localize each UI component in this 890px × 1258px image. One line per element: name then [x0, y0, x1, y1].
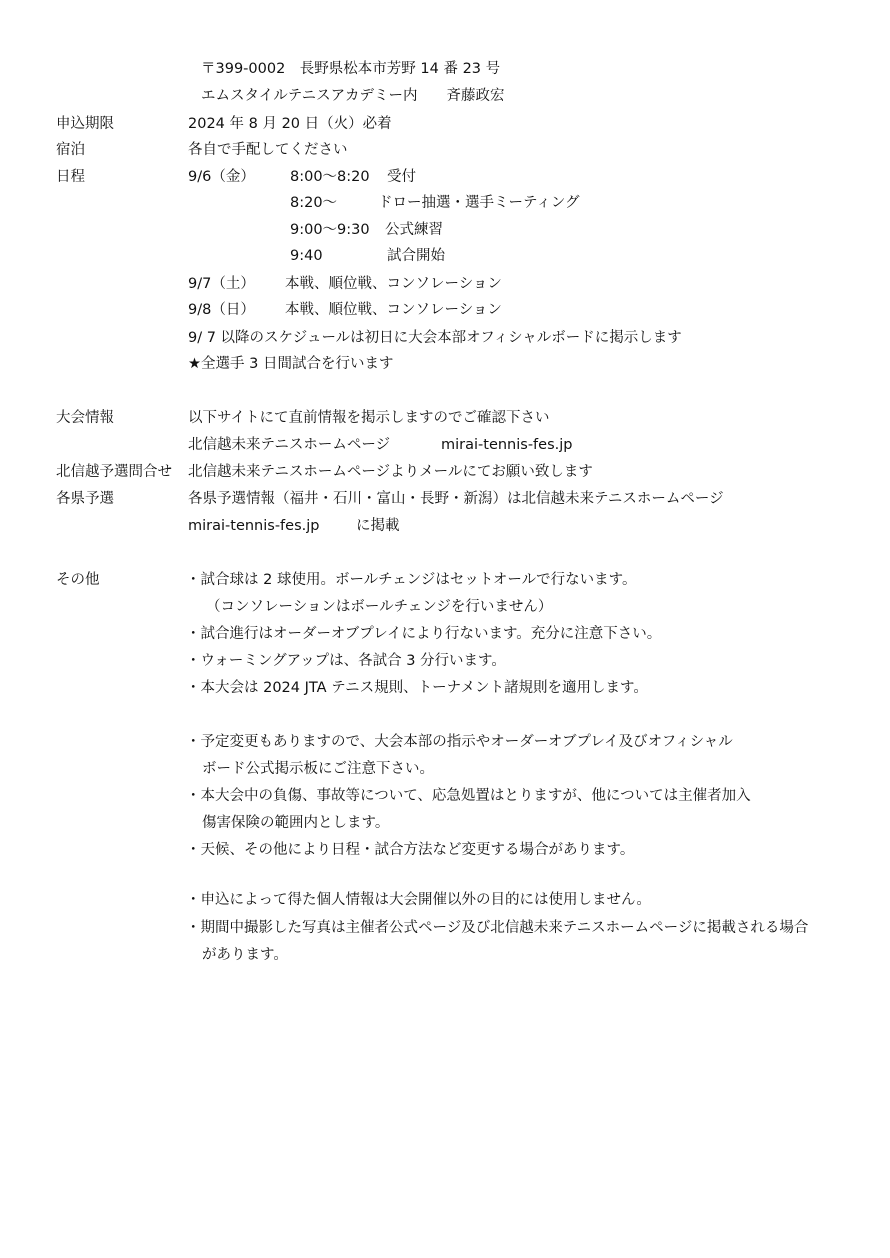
schedule-day3-event: 本戦、順位戦、コンソレーション: [285, 302, 502, 318]
other-item-continued: （コンソレーションはボールチェンジを行いません）: [206, 599, 553, 615]
schedule-day2-event: 本戦、順位戦、コンソレーション: [285, 276, 502, 292]
other-item: ・試合球は 2 球使用。ボールチェンジはセットオールで行ないます。: [186, 572, 637, 588]
schedule-time: 9:00～9:30: [290, 222, 370, 238]
lodging-label: 宿泊: [56, 142, 85, 158]
other-label: その他: [56, 572, 100, 588]
inquiry-label: 北信越予選問合せ: [56, 464, 172, 480]
prelim-url: mirai-tennis-fes.jp: [188, 518, 320, 534]
prelim-suffix: に掲載: [356, 518, 400, 534]
schedule-label: 日程: [56, 169, 85, 185]
other-item: ・本大会中の負傷、事故等について、応急処置はとりますが、他については主催者加入: [186, 788, 751, 804]
schedule-day1: 9/6（金）: [188, 169, 255, 185]
info-label: 大会情報: [56, 410, 114, 426]
other-item: ・本大会は 2024 JTA テニス規則、トーナメント諸規則を適用します。: [186, 680, 648, 696]
schedule-event: 受付: [387, 169, 416, 185]
other-item: ・ウォーミングアップは、各試合 3 分行います。: [186, 653, 506, 669]
schedule-event: 公式練習: [385, 222, 443, 238]
schedule-event: ドロー抽選・選手ミーティング: [378, 195, 580, 211]
other-item: ・予定変更もありますので、大会本部の指示やオーダーオブプレイ及びオフィシャル: [186, 734, 733, 750]
prelim-line: 各県予選情報（福井・石川・富山・長野・新潟）は北信越未来テニスホームページ: [188, 491, 724, 507]
deadline-label: 申込期限: [56, 116, 114, 132]
lodging-value: 各自で手配してください: [188, 142, 348, 158]
other-item: ・申込によって得た個人情報は大会開催以外の目的には使用しません。: [186, 892, 651, 908]
schedule-event: 試合開始: [387, 248, 445, 264]
other-item-continued: 傷害保険の範囲内とします。: [202, 815, 390, 831]
schedule-time: 8:00～8:20: [290, 169, 370, 185]
schedule-time: 8:20～: [290, 195, 338, 211]
schedule-note: 9/ 7 以降のスケジュールは初日に大会本部オフィシャルボードに掲示します: [188, 330, 682, 346]
other-item-continued: があります。: [202, 947, 288, 963]
other-item-continued: ボード公式掲示板にご注意下さい。: [202, 761, 434, 777]
address-line-2: エムスタイルテニスアカデミー内 斉藤政宏: [201, 88, 505, 104]
schedule-day2: 9/7（土）: [188, 276, 255, 292]
other-item: ・天候、その他により日程・試合方法など変更する場合があります。: [186, 842, 635, 858]
info-site-name: 北信越未来テニスホームページ: [188, 437, 391, 453]
other-item: ・期間中撮影した写真は主催者公式ページ及び北信越未来テニスホームページに掲載される場合: [186, 920, 809, 936]
schedule-time: 9:40: [290, 248, 323, 264]
address-line-1: 〒399-0002 長野県松本市芳野 14 番 23 号: [201, 61, 501, 77]
schedule-note-all-players: ★全選手 3 日間試合を行います: [188, 356, 394, 372]
schedule-day3: 9/8（日）: [188, 302, 255, 318]
other-item: ・試合進行はオーダーオブプレイにより行ないます。充分に注意下さい。: [186, 626, 662, 642]
info-site-url: mirai-tennis-fes.jp: [441, 437, 573, 453]
info-line: 以下サイトにて直前情報を掲示しますのでご確認下さい: [188, 410, 550, 426]
deadline-value: 2024 年 8 月 20 日（火）必着: [188, 116, 392, 132]
prelim-label: 各県予選: [56, 491, 114, 507]
inquiry-value: 北信越未来テニスホームページよりメールにてお願い致します: [188, 464, 593, 480]
